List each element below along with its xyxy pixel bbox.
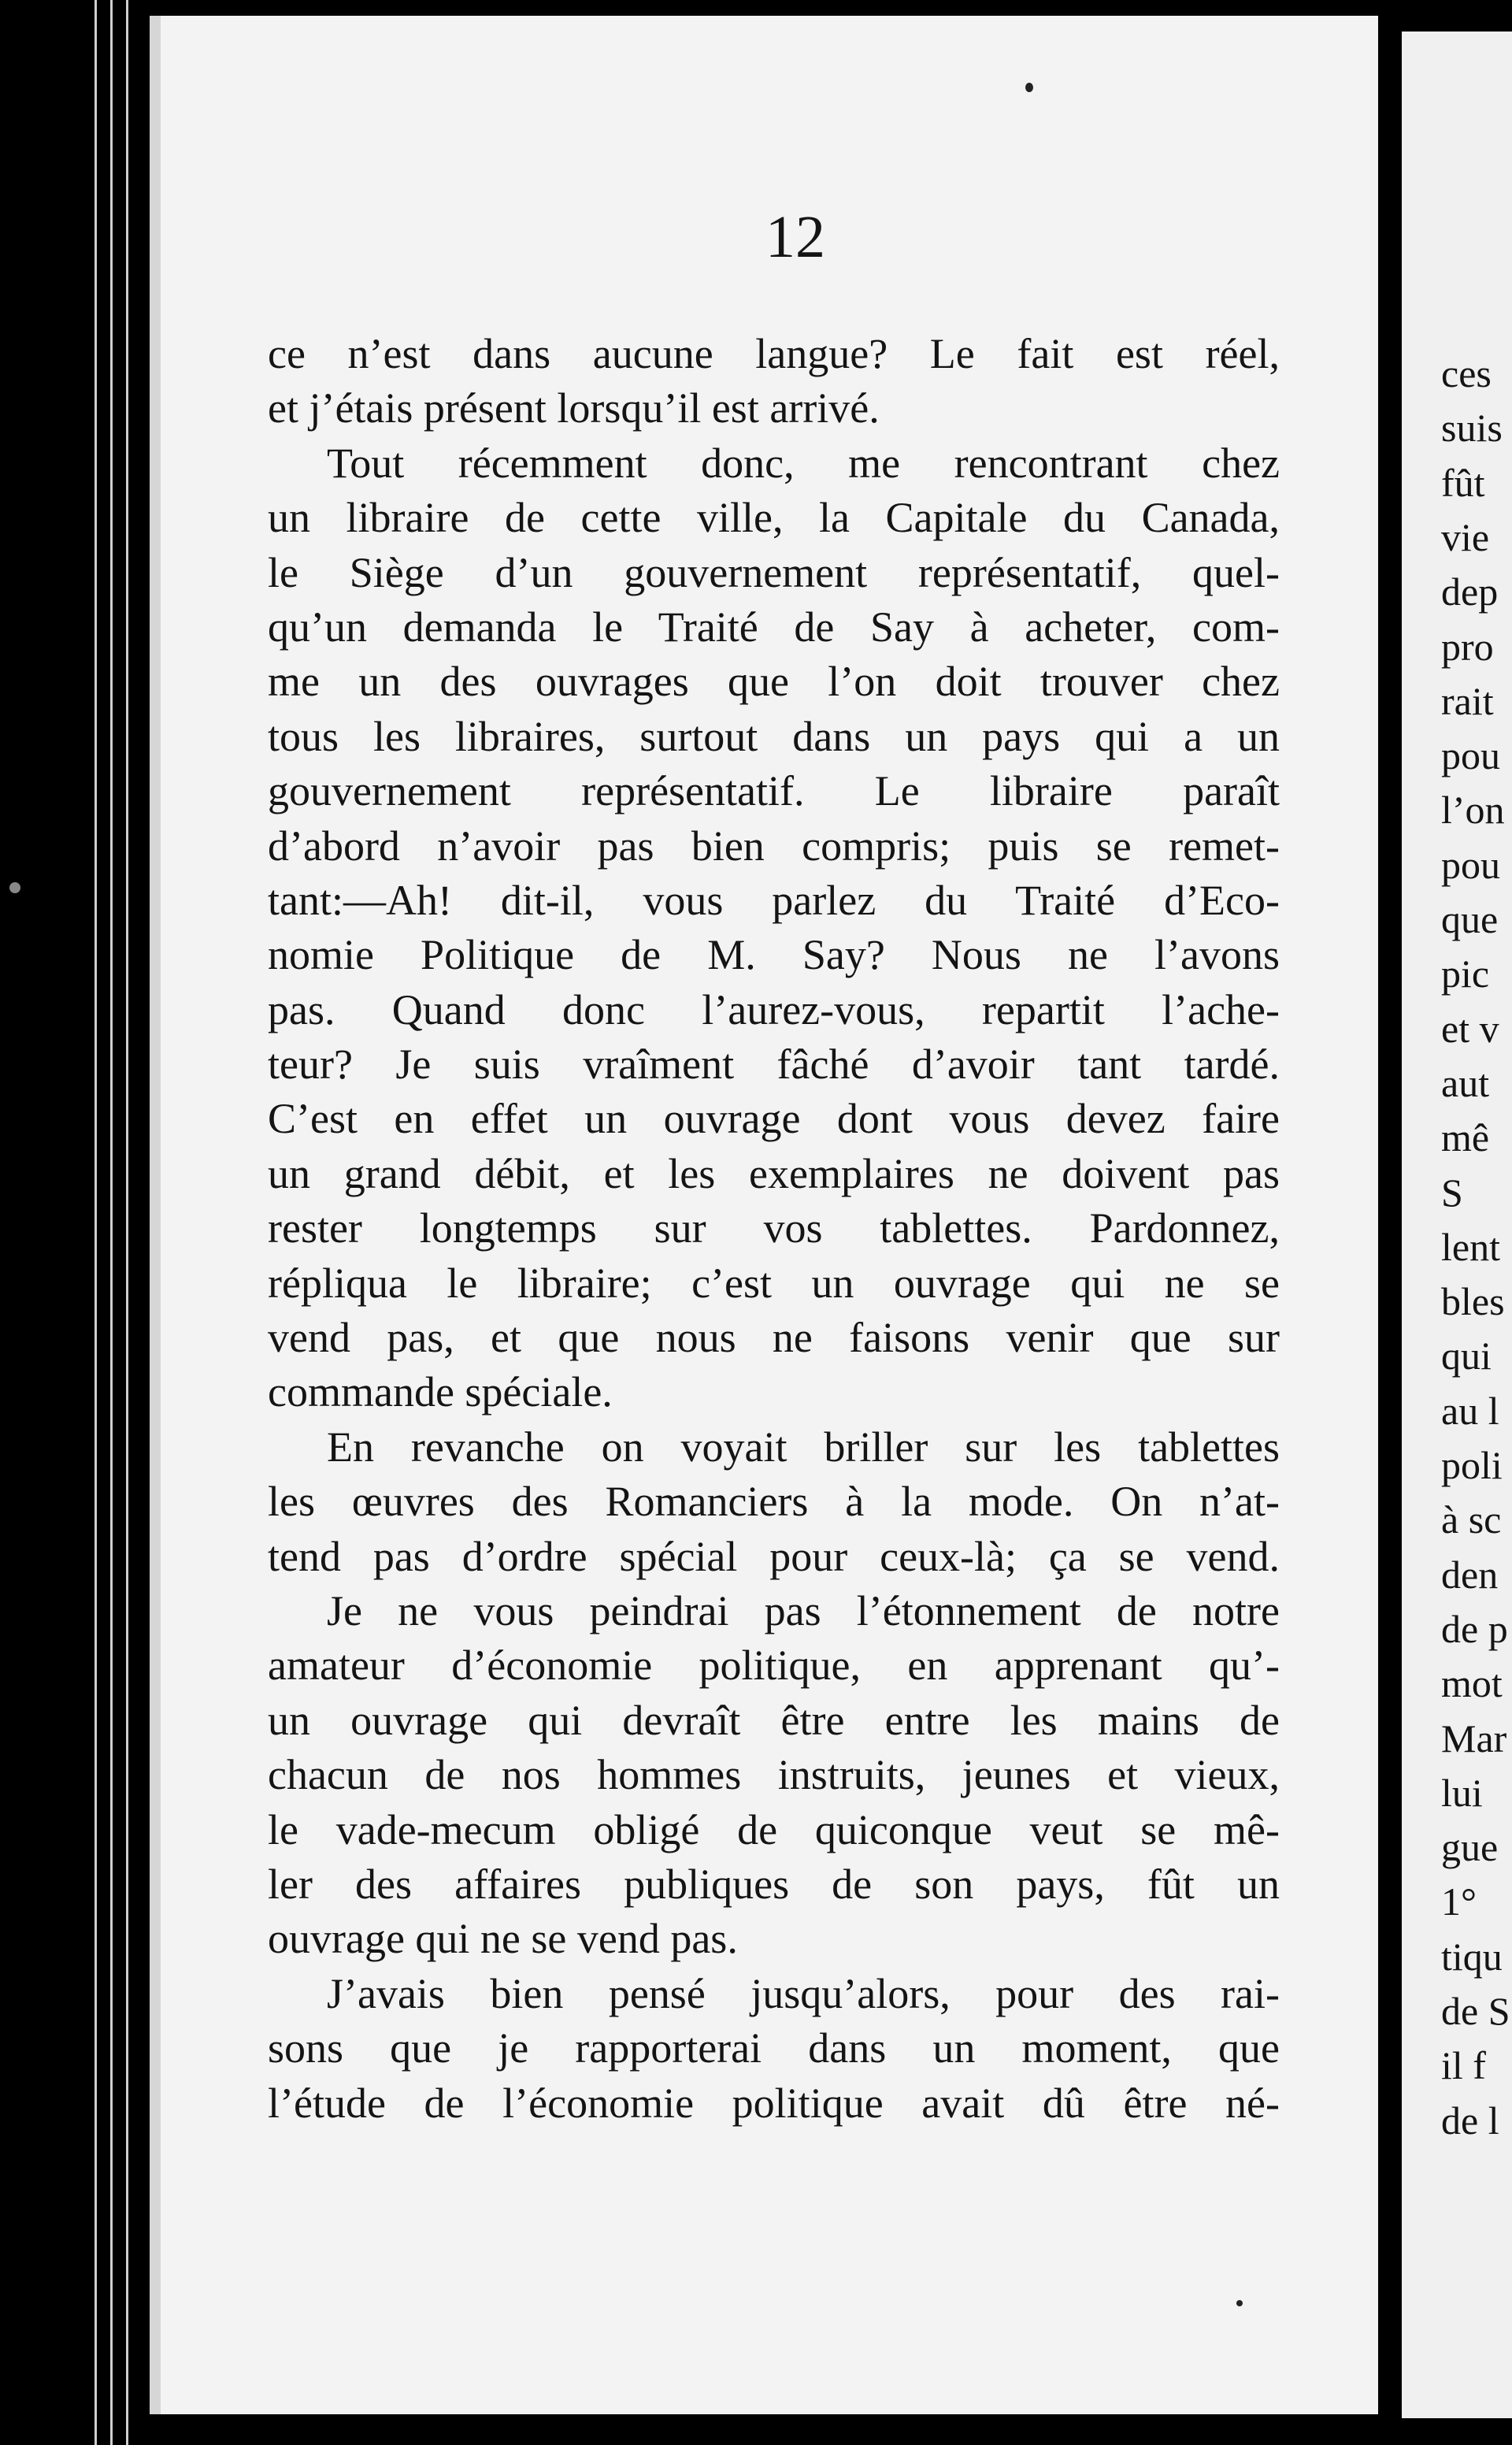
scan-speck xyxy=(9,882,20,893)
facing-page-fragment: pou xyxy=(1441,842,1500,887)
facing-page-fragment: pou xyxy=(1441,733,1500,778)
facing-page-fragment: qui xyxy=(1441,1334,1492,1378)
text-line: commande spéciale. xyxy=(268,1368,613,1416)
facing-page-fragment: den xyxy=(1441,1552,1499,1597)
facing-page-fragment: S xyxy=(1441,1170,1463,1215)
text-line: Je ne vous peindrai pas l’étonnement de notre xyxy=(327,1586,1280,1634)
facing-page-fragment: pic xyxy=(1441,952,1490,996)
text-line: un ouvrage qui devraît être entre les mains de xyxy=(268,1696,1280,1744)
binding-line xyxy=(94,0,97,2445)
text-line: En revanche on voyait briller sur les tablettes xyxy=(327,1423,1280,1471)
text-line: J’avais bien pensé jusqu’alors, pour des rai- xyxy=(327,1969,1280,2017)
facing-page-fragment: tiqu xyxy=(1441,1934,1503,1979)
text-line: le Siège d’un gouvernement représentatif, quel- xyxy=(268,548,1280,596)
text-line: répliqua le libraire; c’est un ouvrage qui ne se xyxy=(268,1259,1280,1307)
facing-page-fragment: que xyxy=(1441,897,1499,941)
text-line: sons que je rapporterai dans un moment, que xyxy=(268,2024,1280,2072)
text-line: tant:—Ah! dit-il, vous parlez du Traité d’Eco- xyxy=(268,876,1280,924)
binding-line xyxy=(126,0,128,2445)
text-line: gouvernement représentatif. Le libraire paraît xyxy=(268,767,1280,815)
text-line: un grand débit, et les exemplaires ne doivent pas xyxy=(268,1149,1280,1197)
text-line: vend pas, et que nous ne faisons venir que sur xyxy=(268,1314,1280,1362)
facing-page-fragment: l’on xyxy=(1441,788,1505,833)
facing-page-fragment: bles xyxy=(1441,1279,1505,1324)
facing-page-fragment: gue xyxy=(1441,1825,1499,1870)
scan-speck xyxy=(1025,83,1033,92)
facing-page-fragment: aut xyxy=(1441,1060,1490,1105)
text-line: me un des ouvrages que l’on doit trouver chez xyxy=(268,658,1280,706)
text-line: rester longtemps sur vos tablettes. Pardonnez, xyxy=(268,1204,1280,1252)
facing-page-fragment: à sc xyxy=(1441,1497,1502,1542)
facing-page-fragment: de S xyxy=(1441,1989,1510,2033)
facing-page-fragment: et v xyxy=(1441,1006,1499,1051)
facing-page-fragment: rait xyxy=(1441,678,1494,723)
text-line: qu’un demanda le Traité de Say à acheter, com- xyxy=(268,603,1280,651)
page-number: 12 xyxy=(765,204,825,270)
facing-page-fragment: pro xyxy=(1441,624,1494,669)
text-line: les œuvres des Romanciers à la mode. On n’at- xyxy=(268,1478,1280,1526)
text-line: C’est en effet un ouvrage dont vous devez faire xyxy=(268,1095,1280,1143)
text-line: tend pas d’ordre spécial pour ceux-là; ça se vend. xyxy=(268,1532,1280,1580)
page-gutter xyxy=(1378,16,1402,2445)
facing-page-fragment: lent xyxy=(1441,1224,1500,1269)
facing-page-fragment: il f xyxy=(1441,2043,1486,2088)
page-text xyxy=(268,327,1280,2131)
text-line: chacun de nos hommes instruits, jeunes et vieux, xyxy=(268,1751,1280,1799)
text-line: tous les libraires, surtout dans un pays qui a un xyxy=(268,712,1280,760)
facing-page-fragment: dep xyxy=(1441,570,1499,614)
binding-margin xyxy=(0,0,150,2445)
text-line: l’étude de l’économie politique avait dû être né- xyxy=(268,2079,1280,2127)
facing-page-fragment: mot xyxy=(1441,1661,1503,1706)
text-line: et j’étais présent lorsqu’il est arrivé. xyxy=(268,384,880,432)
text-line: teur? Je suis vraîment fâché d’avoir tant tardé. xyxy=(268,1041,1280,1089)
facing-page-fragment: mê xyxy=(1441,1115,1490,1160)
text-line: ce n’est dans aucune langue? Le fait est réel, xyxy=(268,330,1280,377)
facing-page-fragment: Mar xyxy=(1441,1716,1507,1760)
text-line: un libraire de cette ville, la Capitale du Canada, xyxy=(268,494,1280,542)
text-line: ler des affaires publiques de son pays, fût un xyxy=(268,1860,1280,1908)
facing-page-fragment: vie xyxy=(1441,514,1490,559)
facing-page-fragment: au l xyxy=(1441,1388,1499,1433)
facing-page-fragment: de p xyxy=(1441,1606,1508,1651)
facing-page xyxy=(1402,32,1512,2418)
facing-page-fragment: lui xyxy=(1441,1770,1483,1815)
facing-page-fragment: poli xyxy=(1441,1443,1503,1487)
text-line: nomie Politique de M. Say? Nous ne l’avons xyxy=(268,931,1280,979)
text-line: le vade-mecum obligé de quiconque veut se mê- xyxy=(268,1805,1280,1853)
text-line: pas. Quand donc l’aurez-vous, repartit l’ache- xyxy=(268,985,1280,1033)
facing-page-fragment: suis xyxy=(1441,406,1503,451)
text-line: amateur d’économie politique, en apprenant qu’- xyxy=(268,1642,1280,1690)
facing-page-fragment: ces xyxy=(1441,351,1492,395)
text-line: d’abord n’avoir pas bien compris; puis se remet- xyxy=(268,822,1280,870)
binding-line xyxy=(110,0,113,2445)
facing-page-fragment: fût xyxy=(1441,460,1485,505)
text-line: ouvrage qui ne se vend pas. xyxy=(268,1915,738,1963)
facing-page-fragment: 1° xyxy=(1441,1879,1477,1924)
scan-speck xyxy=(1236,2300,1243,2306)
facing-page-fragment: de l xyxy=(1441,2098,1499,2143)
text-line: Tout récemment donc, me rencontrant chez xyxy=(327,439,1280,487)
